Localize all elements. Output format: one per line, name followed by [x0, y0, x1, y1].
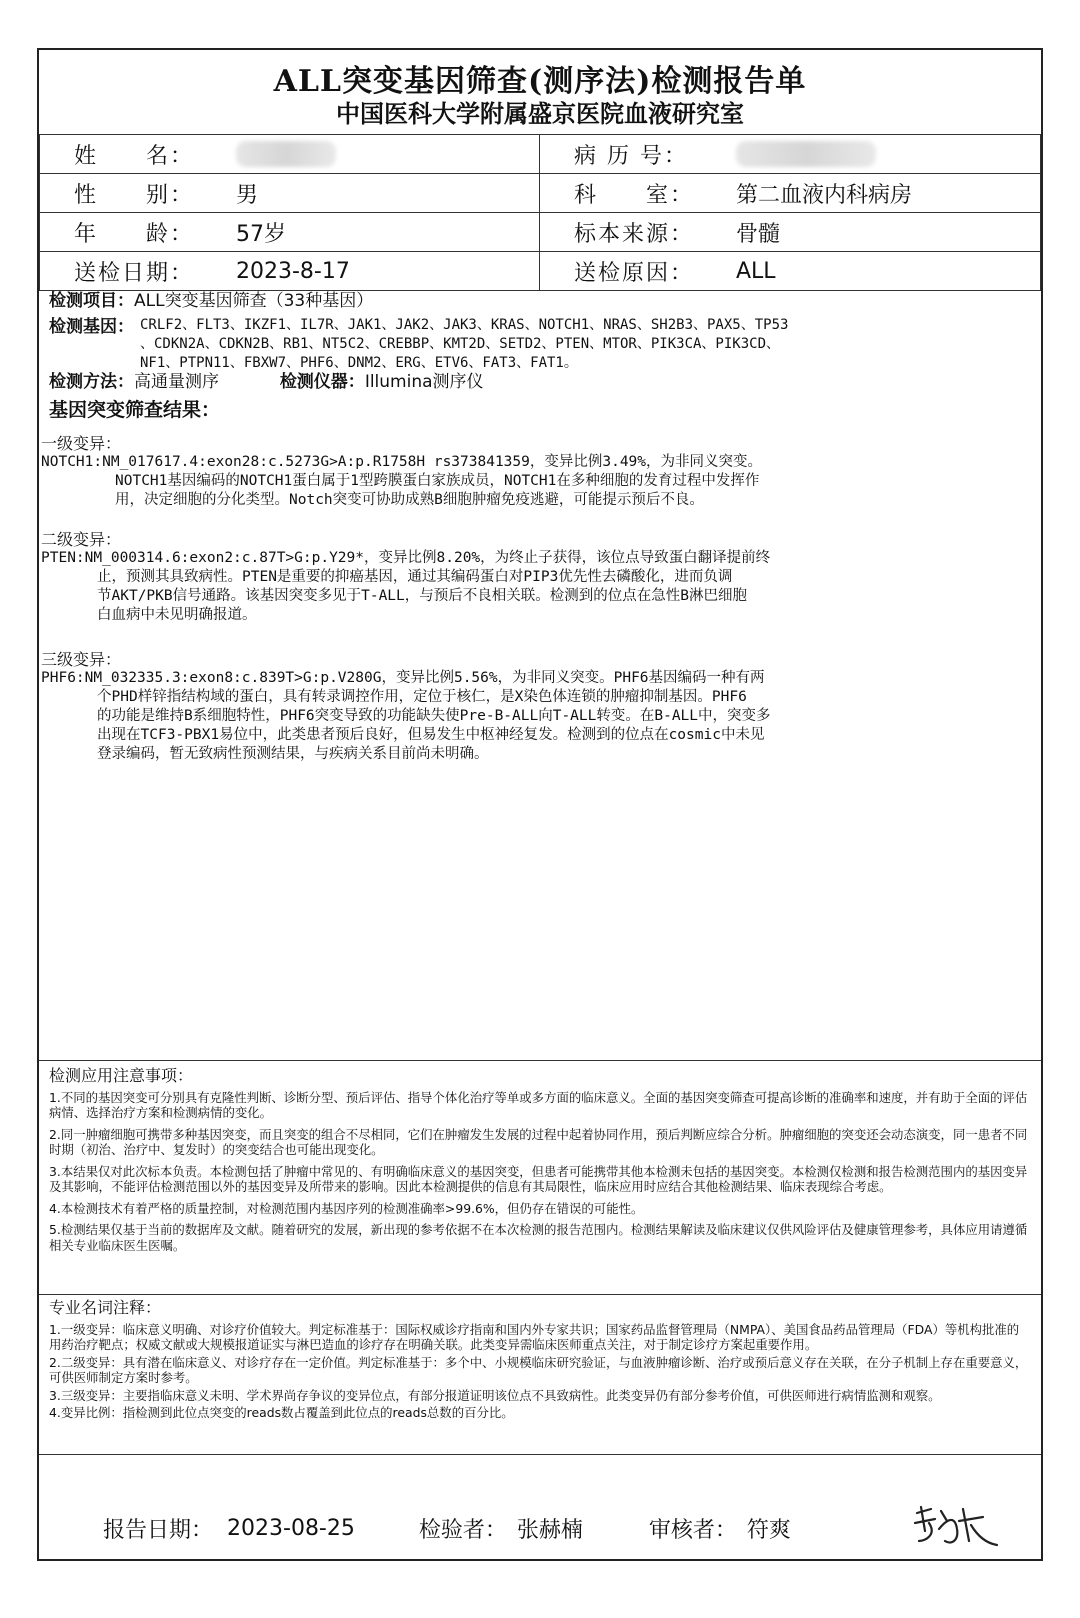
result-line: PTEN:NM_000314.6:exon2:c.87T>G:p.Y29*，变异比例8.20%，为终止子获得，该位点导致蛋白翻译提前终 [41, 550, 771, 566]
divider [39, 1294, 1041, 1295]
result-line: PHF6:NM_032335.3:exon8:c.839T>G:p.V280G，变异比例5.56%，为非同义突变。PHF6基因编码一种有两 [41, 670, 765, 686]
result-level-title: 一级变异： [41, 434, 122, 453]
item-label: 检测项目： [49, 291, 134, 311]
reviewer-label: 审核者： [648, 1517, 737, 1543]
tester-value: 张赫楠 [516, 1517, 583, 1543]
gene-list-line: NF1、PTPN11、FBXW7、PHF6、DNM2、ERG、ETV6、FAT3、FAT1。 [140, 355, 578, 371]
result-line: 白血病中未见明确报道。 [97, 607, 257, 623]
divider [39, 1060, 1041, 1061]
result-level-title: 三级变异： [41, 650, 122, 669]
redacted-record-number [736, 141, 876, 167]
lab-name: 中国医科大学附属盛京医院血液研究室 [336, 99, 744, 128]
reason-value: ALL [736, 258, 776, 284]
tester-label: 检验者： [418, 1517, 507, 1543]
gene-list [134, 316, 788, 373]
result-level-2 [41, 530, 1031, 625]
result-line: NOTCH1基因编码的NOTCH1蛋白属于1型跨膜蛋白家族成员，NOTCH1在多种细胞的发育过程中发挥作 [115, 473, 760, 489]
name-label: 姓 名： [74, 143, 195, 169]
gene-list-line: 、CDKN2A、CDKN2B、RB1、NT5C2、CREBBP、KMT2D、SETD2、PTEN、MTOR、PIK3CA、PIK3CD、 [140, 336, 781, 352]
glossary-item: 1.一级变异：临床意义明确、对诊疗价值较大。判定标准基于：国际权威诊疗指南和国内外专家共识；国家药品监督管理局（NMPA）、美国食品药品管理局（FDA）等机构批准的用药治疗靶点；权威文献或大规模报道证实与淋巴造血的诊疗存在明确关联。此类变异需临床医师重点关注，对于制定诊疗方案起重要作用。 [49, 1321, 1020, 1352]
gender-label: 性 别： [74, 182, 195, 208]
divider [39, 1454, 1041, 1455]
report-footer [39, 1503, 1041, 1553]
date-label: 送检日期： [74, 260, 195, 286]
note-item: 3.本结果仅对此次标本负责。本检测包括了肿瘤中常见的、有明确临床意义的基因突变，但患者可能携带其他本检测未包括的基因突变。本检测仅检测和报告检测范围内的基因变异及其影响，不能评估检测范围以外的基因变异及所带来的影响。因此本检测提供的信息有其局限性，临床应用时应结合其他检测结果、临床表现综合考虑。 [49, 1163, 1028, 1194]
glossary-title: 专业名词注释： [49, 1298, 162, 1317]
date-value: 2023-8-17 [236, 258, 350, 284]
genes-label: 检测基因： [49, 317, 134, 337]
result-line: 止，预测其具致病性。PTEN是重要的抑癌基因，通过其编码蛋白对PIP3优先性去磷酸化，进而负调 [97, 569, 733, 585]
gene-list-line: CRLF2、FLT3、IKZF1、IL7R、JAK1、JAK2、JAK3、KRAS、NOTCH1、NRAS、SH2B3、PAX5、TP53 [140, 317, 789, 333]
notes-section [49, 1068, 1031, 1259]
report-title: ALL突变基因筛查(测序法)检测报告单 [273, 64, 807, 99]
item-value: ALL突变基因筛查（33种基因） [134, 291, 374, 311]
reason-label: 送检原因： [574, 260, 695, 286]
report-date-value: 2023-08-25 [227, 1515, 355, 1541]
note-item: 1.不同的基因突变可分别具有克隆性判断、诊断分型、预后评估、指导个体化治疗等单或多方面的临床意义。全面的基因突变筛查可提高诊断的准确率和速度，并有助于全面的评估病情、选择治疗方案和检测病情的变化。 [49, 1089, 1028, 1120]
sample-label: 标本来源： [574, 221, 695, 247]
reviewer-value: 符爽 [746, 1517, 791, 1543]
result-level-title: 二级变异： [41, 530, 122, 549]
glossary-item: 2.二级变异：具有潜在临床意义、对诊疗存在一定价值。判定标准基于：多个中、小规模临床研究验证，与血液肿瘤诊断、治疗或预后意义存在关联，在分子机制上存在重要意义，可供医师制定方案时参考。 [49, 1354, 1028, 1385]
method-value: 高通量测序 [134, 372, 219, 392]
glossary-item: 4.变异比例：指检测到此位点突变的reads数占覆盖到此位点的reads总数的百分比。 [49, 1405, 514, 1420]
result-line: 的功能是维持B系细胞特性，PHF6突变导致的功能缺失使Pre-B-ALL向T-ALL转变。在B-ALL中，突变多 [97, 708, 771, 724]
handwritten-signature-icon [911, 1501, 1001, 1549]
sample-value: 骨髓 [736, 221, 781, 247]
instrument-label: 检测仪器： [279, 372, 365, 392]
result-line: 出现在TCF3-PBX1易位中，此类患者预后良好，但易发生中枢神经复发。检测到的位点在cosmic中未见 [97, 727, 765, 743]
dept-value: 第二血液内科病房 [736, 182, 913, 208]
result-line: 个PHD样锌指结构域的蛋白，具有转录调控作用，定位于核仁，是X染色体连锁的肿瘤抑制基因。PHF6 [97, 689, 747, 705]
dept-label: 科 室： [574, 182, 695, 208]
note-item: 4.本检测技术有着严格的质量控制，对检测范围内基因序列的检测准确率>99.6%，但仍存在错误的可能性。 [49, 1200, 644, 1216]
instrument-value: Illumina测序仪 [364, 372, 484, 392]
age-label: 年 龄： [74, 221, 195, 247]
glossary-section [49, 1300, 1031, 1423]
result-line: 登录编码，暂无致病性预测结果，与疾病关系目前尚未明确。 [97, 746, 489, 762]
report-frame [37, 48, 1043, 1561]
gender-value: 男 [236, 182, 259, 208]
patient-info-table [39, 134, 1041, 291]
test-section [49, 290, 1031, 421]
result-level-1 [41, 434, 1031, 510]
result-line: 用，决定细胞的分化类型。Notch突变可协助成熟B细胞肿瘤免疫逃避，可能提示预后不良。 [115, 492, 704, 508]
notes-title: 检测应用注意事项： [49, 1066, 194, 1085]
redacted-name [236, 141, 336, 167]
report-date-label: 报告日期： [103, 1517, 214, 1543]
record-label: 病 历 号： [574, 143, 688, 169]
glossary-item: 3.三级变异：主要指临床意义未明、学术界尚存争议的变异位点，有部分报道证明该位点不具致病性。此类变异仍有部分参考价值，可供医师进行病情监测和观察。 [49, 1387, 941, 1403]
results-heading: 基因突变筛查结果： [49, 399, 221, 421]
result-line: NOTCH1:NM_017617.4:exon28:c.5273G>A:p.R1758H rs373841359，变异比例3.49%，为非同义突变。 [41, 454, 763, 470]
method-label: 检测方法： [49, 372, 134, 392]
note-item: 2.同一肿瘤细胞可携带多种基因突变，而且突变的组合不尽相同，它们在肿瘤发生发展的过程中起着协同作用，预后判断应综合分析。肿瘤细胞的突变还会动态演变，同一患者不同时期（初治、治疗中、复发时）的突变结合也可能出现变化。 [49, 1126, 1028, 1157]
age-value: 57岁 [236, 221, 286, 247]
result-line: 节AKT/PKB信号通路。该基因突变多见于T-ALL，与预后不良相关联。检测到的位点在急性B淋巴细胞 [97, 588, 747, 604]
result-level-3 [41, 650, 1031, 764]
note-item: 5.检测结果仅基于当前的数据库及文献。随着研究的发展，新出现的参考依据不在本次检测的报告范围内。检测结果解读及临床建议仅供风险评估及健康管理参考，具体应用请遵循相关专业临床医生医嘱。 [49, 1222, 1028, 1253]
